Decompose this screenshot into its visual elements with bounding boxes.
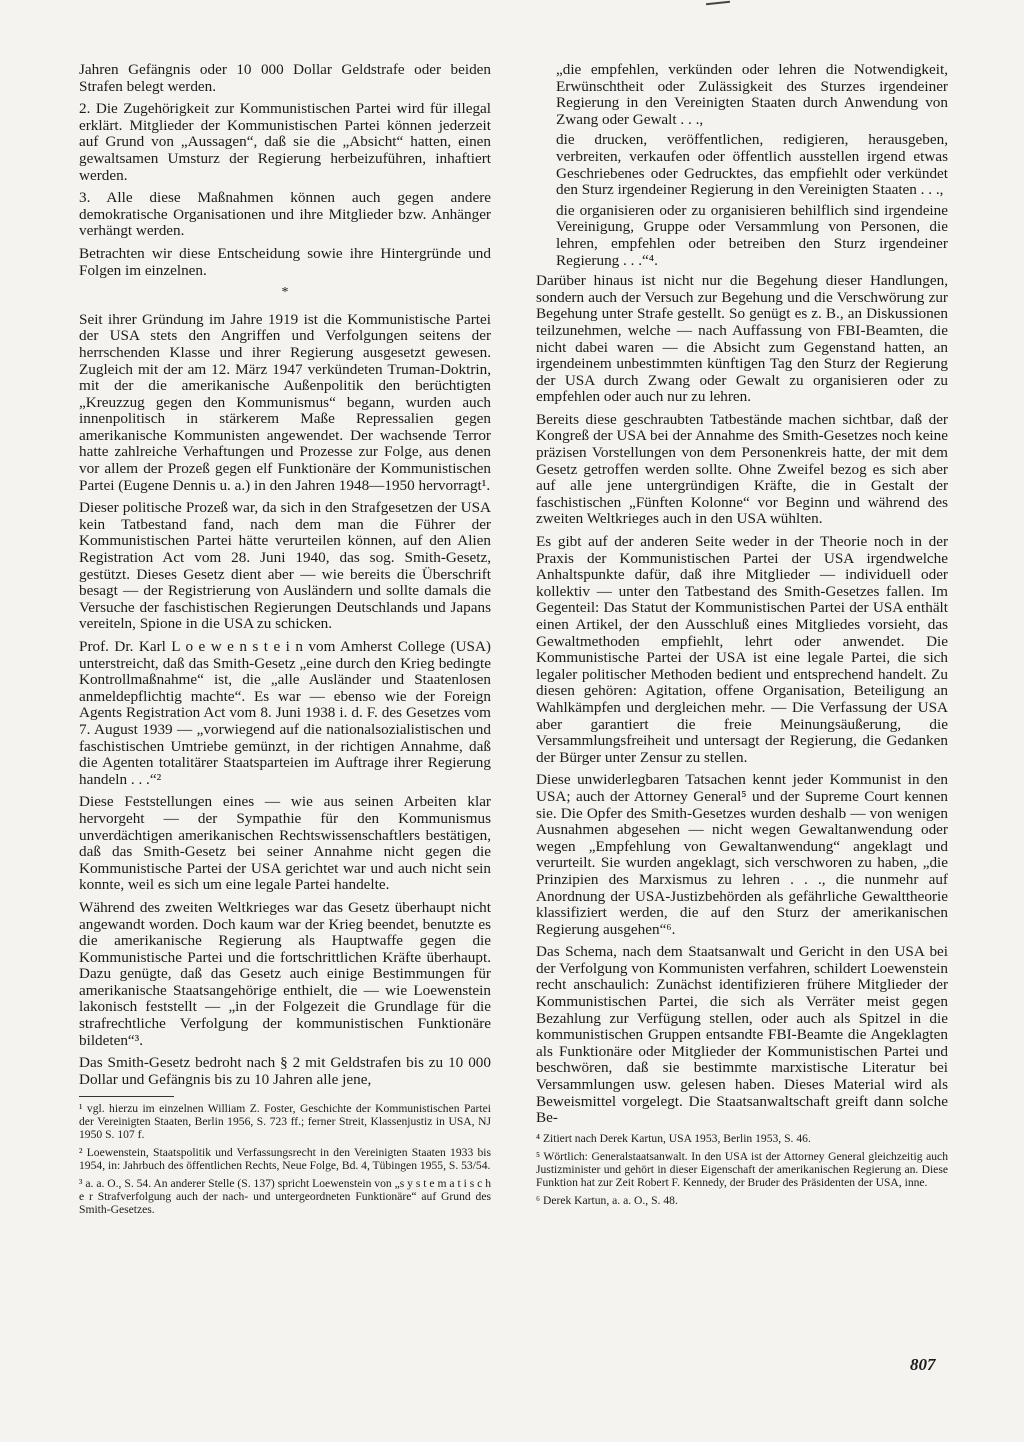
paragraph: Bereits diese geschraubten Tatbestände machen sichtbar, daß der Kongreß der USA bei der Annahme des Smith-Gesetzes noch keine präzisen Vorstellungen von dem Personenkreis hatte, der mit dem Gesetz getroffen werden sollte. Ohne Zweifel bezog es sich aber auf alle jene untergründigen Kräfte, die in Gestalt der faschistischen „Fünften Kolonne“ vor Beginn und während des zweiten Weltkrieges auch in den USA wühlten. xyxy=(536,410,948,528)
paragraph: Jahren Gefängnis oder 10 000 Dollar Geldstrafe oder beiden Strafen belegt werden. xyxy=(79,61,491,95)
paragraph: Seit ihrer Gründung im Jahre 1919 ist die Kommunistische Partei der USA stets den Angriffen und Verfolgungen seitens der herrschenden Klasse und ihrer Regierung ausgesetzt gewesen. Zugleich mit der am 12. März 1947 verkündeten Truman-Doktrin, mit der die amerikanische Außenpolitik den berüchtigten „Kreuzzug gegen den Kommunismus“ begann, wurden auch innenpolitisch in stärkerem Maße Repressalien gegen amerikanische Kommunisten angewendet. Der wachsende Terror hatte zahlreiche Verhaftungen und Prozesse zur Folge, aus denen vor allem der Prozeß gegen elf Funktionäre der Kommunistischen Partei (Eugene Dennis u. a.) in den Jahren 1948—1950 hervorragt¹. xyxy=(79,310,491,494)
paragraph: Darüber hinaus ist nicht nur die Begehung dieser Handlungen, sondern auch der Versuch zur Begehung und die Verschwörung zur Begehung unter Strafe gestellt. So genügt es z. B., an Diskussionen teilzunehmen, welche — nach Auffassung von FBI-Beamten, die nicht dabei waren — die Absicht zum Gegenstand hatten, an irgendeinem unbestimmten künftigen Tag den Sturz der Regierung der USA durch Zwang oder Gewalt zu organisieren oder zu empfehlen oder auch nur zu lehren. xyxy=(536,272,948,406)
paragraph: 3. Alle diese Maßnahmen können auch gegen andere demokratische Organisationen und ihre Mitglieder bzw. Anhänger verhängt werden. xyxy=(79,189,491,240)
footnote: ⁴ Zitiert nach Derek Kartun, USA 1953, Berlin 1953, S. 46. xyxy=(536,1131,811,1145)
paragraph: Dieser politische Prozeß war, da sich in den Strafgesetzen der USA kein Tatbestand fand, nach dem man die Führer der Kommunistischen Partei hätte verurteilen können, auf den Alien Registration Act vom 28. Juni 1940, das sog. Smith-Gesetz, gestützt. Dieses Gesetz dient aber — wie bereits die Überschrift besagt — der Registrierung von Ausländern und sollte damals die Versuche der faschistischen Regierungen Deutschlands und Japans vereiteln, Spione in die USA zu schicken. xyxy=(79,499,491,633)
paragraph: 2. Die Zugehörigkeit zur Kommunistischen Partei wird für illegal erklärt. Mitglieder der Kommunistischen Partei können jederzeit auf Grund von „Aussagen“, daß sie die „Absicht“ hatten, einen gewaltsamen Umsturz der Regierung herbeizuführen, inhaftiert werden. xyxy=(79,100,491,184)
footnote: ⁶ Derek Kartun, a. a. O., S. 48. xyxy=(536,1194,678,1208)
footnote-rule xyxy=(79,1096,174,1097)
footnote: ³ a. a. O., S. 54. An anderer Stelle (S. 137) spricht Loewenstein von „s y s t e m a t i s c h e r Strafverfolgung auch der nach- und untergeordneten Funktionäre“ auf Grund des Smith-Gesetzes. xyxy=(79,1177,491,1216)
paragraph: Diese Feststellungen eines — wie aus seinen Arbeiten klar hervorgeht — der Sympathie für den Kommunismus unverdächtigen amerikanischen Rechtswissenschaftlers bestätigen, daß das Smith-Gesetz bei seiner Annahme nicht gegen die Kommunistische Partei der USA gerichtet war und auch nicht sein konnte, weil es sich um eine legale Partei handelte. xyxy=(79,793,491,894)
paragraph: Das Smith-Gesetz bedroht nach § 2 mit Geldstrafen bis zu 10 000 Dollar und Gefängnis bis zu 10 Jahren alle jene, xyxy=(79,1054,491,1088)
block-quote: die organisieren oder zu organisieren behilflich sind irgendeine Vereinigung, Gruppe oder Versammlung von Personen, die lehren, empfehlen oder betreiben den Sturz irgendeiner Regierung . . .“⁴. xyxy=(556,201,948,269)
section-separator: * xyxy=(281,285,289,301)
left-column xyxy=(79,62,491,1222)
footnote: ¹ vgl. hierzu im einzelnen William Z. Foster, Geschichte der Kommunistischen Partei der Vereinigten Staaten, Berlin 1956, S. 723 ff.; ferner Streit, Klassenjustiz in USA, NJ 1950 S. 107 f. xyxy=(79,1102,491,1141)
block-quote: die drucken, veröffentlichen, redigieren, herausgeben, verbreiten, verkaufen oder öffentlich ausstellen irgend etwas Geschriebenes oder Gedrucktes, das empfiehlt oder verkündet den Sturz irgendeiner Regierung in den Vereinigten Staaten . . ., xyxy=(556,131,948,199)
paragraph: Es gibt auf der anderen Seite weder in der Theorie noch in der Praxis der Kommunistischen Partei der USA irgendwelche Anhaltspunkte dafür, daß ihre Mitglieder — individuell oder kollektiv — unter den Tatbestand des Smith-Gesetzes fallen. Im Gegenteil: Das Statut der Kommunistischen Partei der USA enthält einen Artikel, der den Ausschluß eines Mitgliedes vorsieht, das Gewaltmethoden empfiehlt, lehrt oder anwendet. Die Kommunistische Partei der USA ist eine legale Partei, die sich legaler politischer Methoden bedient und entsprechend handelt. Zu diesen gehören: Agitation, offene Organisation, Beteiligung an Wahlkämpfen und dergleichen mehr. — Die Verfassung der USA aber garantiert die freie Meinungsäußerung, die Versammlungsfreiheit und untersagt der Regierung, die Gedanken der Bürger unter Zensur zu stellen. xyxy=(536,533,948,766)
block-quote: „die empfehlen, verkünden oder lehren die Notwendigkeit, Erwünschtheit oder Zulässigkeit des Sturzes irgendeiner Regierung in den Vereinigten Staaten durch Anwendung von Zwang oder Gewalt . . ., xyxy=(556,61,948,128)
page-number: 807 xyxy=(910,1355,936,1374)
paragraph: Betrachten wir diese Entscheidung sowie ihre Hintergründe und Folgen im einzelnen. xyxy=(79,244,491,279)
footnote: ⁵ Wörtlich: Generalstaatsanwalt. In den USA ist der Attorney General gleichzeitig auch Justizminister und gehört in dieser Eigenschaft der amerikanischen Regierung an. Diese Funktion hat zur Zeit Robert F. Kennedy, der Bruder des Präsidenten der USA, inne. xyxy=(536,1150,948,1189)
scan-mark xyxy=(706,1,730,5)
right-column xyxy=(536,62,948,1214)
paragraph: Diese unwiderlegbaren Tatsachen kennt jeder Kommunist in den USA; auch der Attorney General⁵ und der Supreme Court kennen sie. Die Opfer des Smith-Gesetzes wurden deshalb — von wenigen Ausnahmen abgesehen — nicht wegen Gewaltanwendung oder wegen „Empfehlung von Gewaltanwendung“ angeklagt und verurteilt. Sie wurden angeklagt, sich verschworen zu haben, „die Prinzipien des Marxismus zu lehren . . ., die nunmehr auf Anordnung der USA-Justizbehörden als gefährliche Gewalttheorie klassifiziert werden, die auf den Sturz der amerikanischen Regierung ausgehen“⁶. xyxy=(536,771,948,938)
paragraph: Während des zweiten Weltkrieges war das Gesetz überhaupt nicht angewandt worden. Doch kaum war der Krieg beendet, benutzte es die amerikanische Regierung als Hauptwaffe gegen die Kommunistische Partei und die fortschrittlichen Kräfte überhaupt. Dazu genügte, daß das Gesetz auch einige Bestimmungen für amerikanische Staatsangehörige enthielt, die — wie Loewenstein lakonisch feststellt — „in der Folgezeit die Grundlage für die strafrechtliche Verfolgung der kommunistischen Funktionäre bildeten“³. xyxy=(79,898,491,1049)
paragraph: Prof. Dr. Karl L o e w e n s t e i n vom Amherst College (USA) unterstreicht, daß das Smith-Gesetz „eine durch den Krieg bedingte Kontrollmaßnahme“ ist, die „alle Ausländer und Staatenlosen anmeldepflichtig machte“. Es war — ebenso wie der Foreign Agents Registration Act vom 8. Juni 1938 i. d. F. des Gesetzes vom 7. August 1939 — „vorwiegend auf die nationalsozialistischen und faschistischen Umtriebe gemünzt, in der richtigen Annahme, daß die Agenten totalitärer Staatsparteien im Auftrage ihrer Regierung handeln . . .“² xyxy=(79,638,491,788)
footnote: ² Loewenstein, Staatspolitik und Verfassungsrecht in den Vereinigten Staaten 1933 bis 1954, in: Jahrbuch des öffentlichen Rechts, Neue Folge, Bd. 4, Tübingen 1955, S. 53/54. xyxy=(79,1146,491,1172)
paragraph: Das Schema, nach dem Staatsanwalt und Gericht in den USA bei der Verfolgung von Kommunisten verfahren, schildert Loewenstein recht anschaulich: Zunächst identifizieren frühere Mitglieder der Kommunistischen Partei, die sich als Verräter meist gegen Bezahlung zur Verfügung stellen, oder auch als Spitzel in die kommunistischen Gruppen entsandte FBI-Beamte die Angeklagten als Funktionäre oder Mitglieder der Kommunistischen Partei und beschwören, daß sie bestimmte marxistische Literatur bei Versammlungen usw. gelesen haben. Dieses Material wird als Beweismittel vorgelegt. Die Staatsanwaltschaft greift dann solche Be- xyxy=(536,943,948,1127)
